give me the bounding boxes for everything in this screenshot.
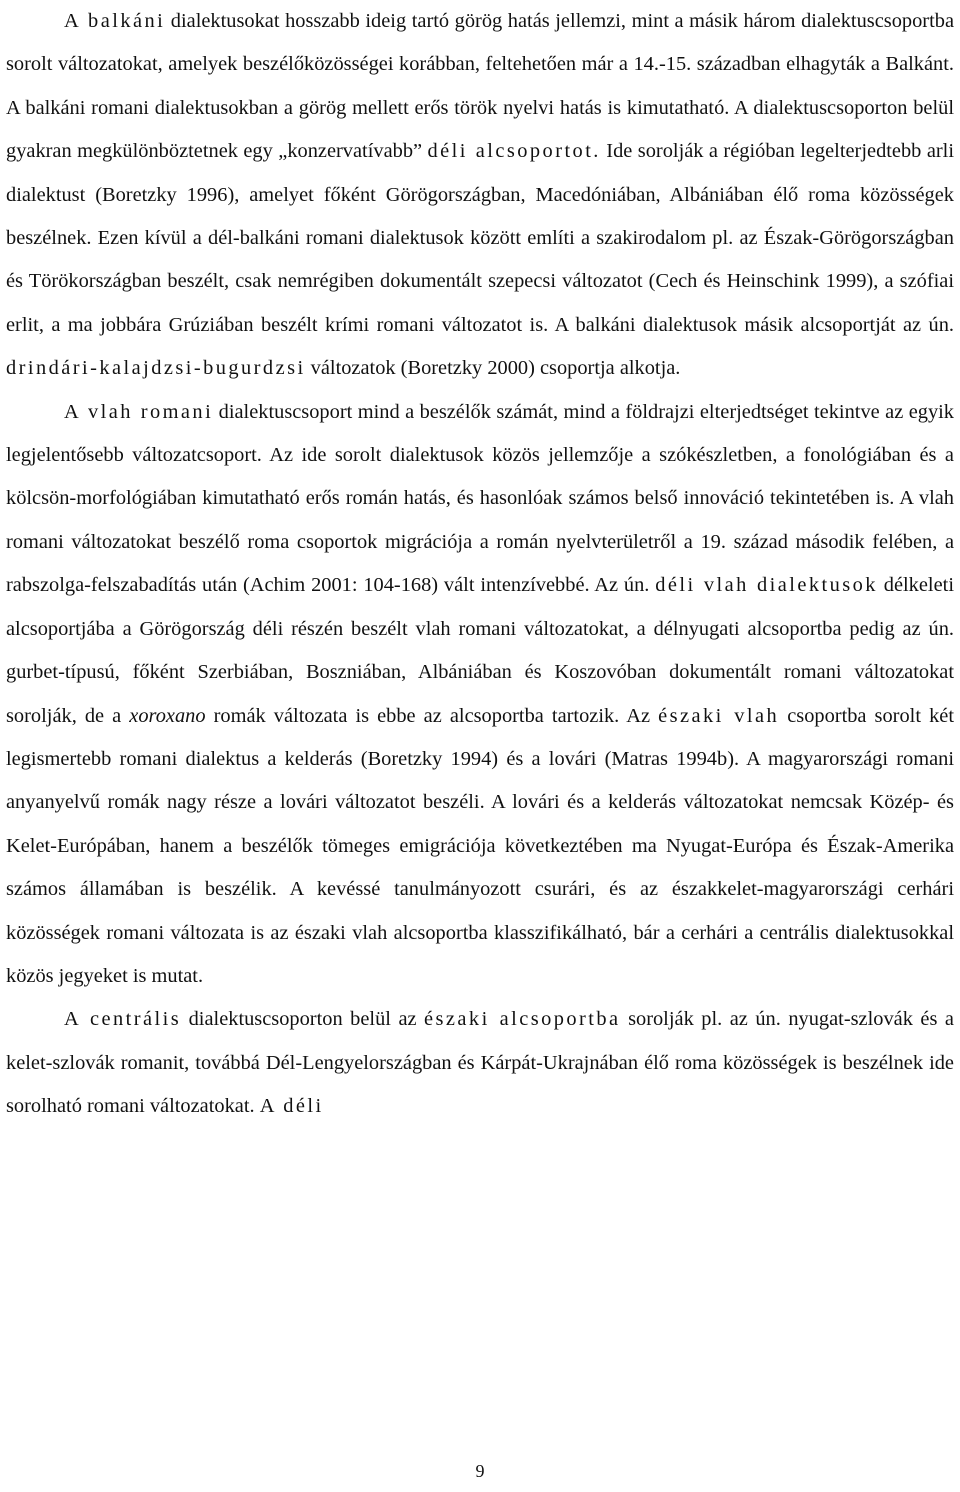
- spaced-term: déli alcsoportot.: [427, 140, 601, 163]
- spaced-term: déli vlah dialektusok: [655, 574, 878, 597]
- spaced-term: A centrális: [64, 1008, 182, 1031]
- paragraph: [6, 0, 954, 391]
- spaced-term: északi alcsoportba: [424, 1008, 621, 1031]
- page-number: 9: [475, 1461, 485, 1481]
- text-run: változatok (Boretzky 2000) csoportja alkotja.: [305, 357, 681, 380]
- text-run: sorolják pl. az ún. nyugat-szlovák és a kelet-szlovák romanit, továbbá Dél-Lengyelországban és Kárpát-Ukrajnában élő roma közösségek is beszélnek ide sorolható romani változatokat.: [6, 1008, 954, 1118]
- text-run: Ide sorolják a régióban legelterjedtebb arli dialektust (Boretzky 1996), amelyet főként Görögországban, Macedóniában, Albániában élő roma közösségek beszélnek. Ezen kívül a dél-balkáni romani dialektusok között említi a szakirodalom pl. az Észak-Görögországban és Törökországban beszélt, csak nemrégiben dokumentált szepecsi változatot (Cech és Heinschink 1999), a szófiai erlit, a ma jobbára Grúziában beszélt krími romani változatot is. A balkáni dialektusok másik alcsoportját az ún.: [6, 140, 954, 336]
- spaced-term: drindári-kalajdzsi-bugurdzsi: [6, 357, 306, 380]
- body-text: [6, 0, 954, 1129]
- spaced-term: A balkáni: [64, 10, 166, 32]
- text-run: romák változata is ebbe az alcsoportba tartozik. Az: [205, 704, 659, 727]
- text-run: dialektusokat hosszabb ideig tartó görög hatás jellemzi, mint a másik három dialektuscsoportba sorolt változatokat, amelyek beszélőközösségei korábban, feltehetően már a 14.-15. században elhagyták a Balkánt. A balkáni romani dialektusokban a görög mellett erős török nyelvi hatás is kimutatható. A dialektuscsoporton belül gyakran megkülönböztetnek egy „konzervatívabb”: [6, 10, 954, 163]
- text-run: csoportba sorolt két legismertebb romani dialektus a kelderás (Boretzky 1994) és a lovári (Matras 1994b). A magyarországi romani anyanyelvű romák nagy része a lovári változatot beszéli. A lovári és a kelderás változatokat nemcsak Közép- és Kelet-Európában, hanem a beszélők tömeges emigrációja következtében ma Nyugat-Európa és Észak-Amerika számos államában is beszélik. A kevéssé tanulmányozott csurári, és az északkelet-magyarországi cerhári közösségek romani változata is az északi vlah alcsoportba klasszifikálható, bár a cerhári a centrális dialektusokkal közös jegyeket is mutat.: [6, 704, 954, 987]
- text-run: dialektuscsoporton belül az: [181, 1008, 425, 1031]
- spaced-term: A déli: [259, 1095, 324, 1118]
- paragraph: [6, 391, 954, 999]
- spaced-term: A vlah romani: [64, 400, 214, 423]
- paragraph: [6, 998, 954, 1128]
- text-run: dialektuscsoport mind a beszélők számát, mind a földrajzi elterjedtséget tekintve az egyik legjelentősebb változatcsoport. Az ide sorolt dialektusok közös jellemzője a szókészletben, a fonológiában és a kölcsön-morfológiában kimutatható erős román hatás, és hasonlóak számos belső innováció tekintetében is. A vlah romani változatokat beszélő roma csoportok migrációja a román nyelvterületről a 19. század második felében, a rabszolga-felszabadítás után (Achim 2001: 104-168) vált intenzívebbé. Az ún.: [6, 400, 954, 597]
- spaced-term: északi vlah: [658, 704, 780, 727]
- text-run: délkeleti alcsoportjába a Görögország déli részén beszélt vlah romani változatokat, a délnyugati alcsoportba pedig az ún. gurbet-típusú, főként Szerbiában, Boszniában, Albániában és Koszovóban dokumentált romani változatokat sorolják, de a: [6, 574, 954, 727]
- document-page: [6, 0, 954, 1129]
- italic-term: xoroxano: [129, 704, 206, 727]
